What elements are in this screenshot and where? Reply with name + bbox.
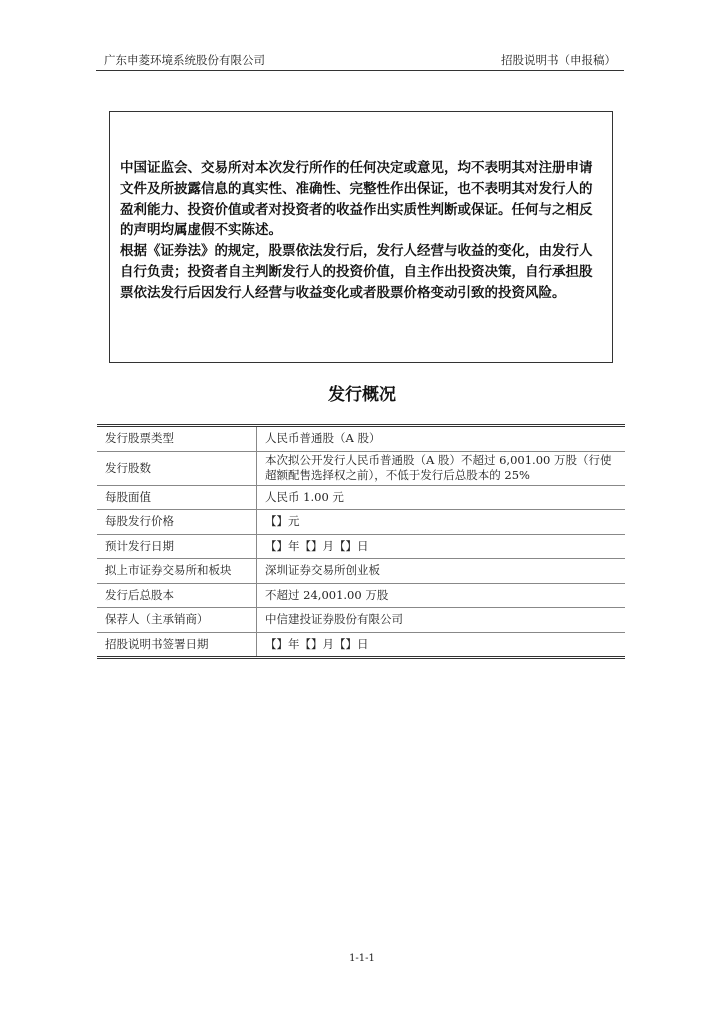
section-title: 发行概况 xyxy=(328,385,396,405)
table-row xyxy=(97,510,625,535)
table-row xyxy=(97,485,625,510)
row-value: 人民币普通股（A 股） xyxy=(257,426,626,452)
row-value: 人民币 1.00 元 xyxy=(257,485,626,510)
table-row xyxy=(97,583,625,608)
company-name: 广东申菱环境系统股份有限公司 xyxy=(104,53,265,67)
disclaimer-paragraph: 根据《证券法》的规定，股票依法发行后，发行人经营与收益的变化，由发行人自行负责；投资者自主判断发行人的投资价值，自主作出投资决策，自行承担股票依法发行后因发行人经营与收益变化或者股票价格变动引致的投资风险。 xyxy=(120,243,593,301)
page-header xyxy=(96,52,624,71)
page-number: 1-1-1 xyxy=(349,953,375,964)
row-value: 深圳证券交易所创业板 xyxy=(257,559,626,584)
row-label: 招股说明书签署日期 xyxy=(97,632,257,658)
issuance-overview-table xyxy=(97,424,625,659)
row-label: 发行股数 xyxy=(97,451,257,485)
table-row xyxy=(97,534,625,559)
row-label: 预计发行日期 xyxy=(97,534,257,559)
table-row xyxy=(97,632,625,658)
table-row xyxy=(97,559,625,584)
row-value: 不超过 24,001.00 万股 xyxy=(257,583,626,608)
row-label: 发行股票类型 xyxy=(97,426,257,452)
row-label: 每股发行价格 xyxy=(97,510,257,535)
row-value: 【】年【】月【】日 xyxy=(257,534,626,559)
disclaimer-box xyxy=(109,111,613,363)
table-row xyxy=(97,608,625,633)
row-label: 拟上市证券交易所和板块 xyxy=(97,559,257,584)
row-value: 本次拟公开发行人民币普通股（A 股）不超过 6,001.00 万股（行使超额配售选择权之前），不低于发行后总股本的 25% xyxy=(257,451,626,485)
row-value: 【】元 xyxy=(257,510,626,535)
document-type: 招股说明书（申报稿） xyxy=(501,53,616,67)
table-row xyxy=(97,426,625,452)
table-row xyxy=(97,451,625,485)
row-value: 【】年【】月【】日 xyxy=(265,636,369,651)
row-value: 中信建投证券股份有限公司 xyxy=(257,608,626,633)
row-label: 保荐人（主承销商） xyxy=(97,608,257,633)
disclaimer-paragraph: 中国证监会、交易所对本次发行所作的任何决定或意见，均不表明其对注册申请文件及所披露信息的真实性、准确性、完整性作出保证，也不表明其对发行人的盈利能力、投资价值或者对投资者的收益作出实质性判断或保证。任何与之相反的声明均属虚假不实陈述。 xyxy=(120,160,593,239)
row-label: 每股面值 xyxy=(97,485,257,510)
row-label: 发行后总股本 xyxy=(97,583,257,608)
